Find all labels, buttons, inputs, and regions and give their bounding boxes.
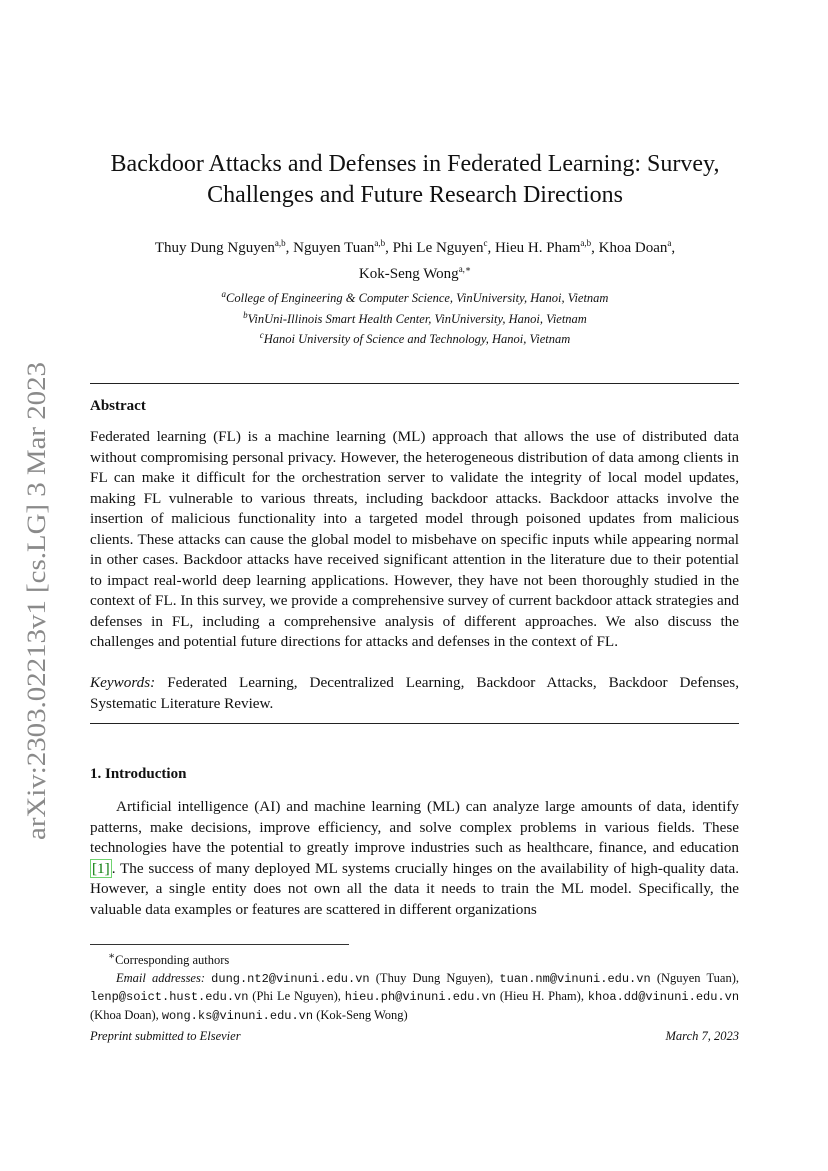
footnotes — [90, 948, 739, 1025]
introduction-paragraph: Artificial intelligence (AI) and machine learning (ML) can analyze large amounts of data, identify patterns, make decisions, improve efficiency, and solve complex problems in various fields. These technologies have the potential to greatly improve industries such as healthcare, finance, and education [1] . The success of many deployed ML systems crucially hinges on the availability of high-quality data. However, a single entity does not own all the data it needs to train the ML model. Specifically, the valuable data examples or features are scattered in different organizations — [90, 798, 739, 918]
email-label: Email addresses: — [116, 970, 206, 985]
preprint-note: Preprint submitted to Elsevier — [90, 1029, 241, 1043]
author: Phi Le Nguyen$^c$, — [392, 238, 495, 256]
abstract-top-rule — [90, 383, 739, 384]
title-line-2: Challenges and Future Research Directions — [207, 182, 623, 208]
affiliation: $^b$VinUni-Illinois Smart Health Center, VinUniversity, Hanoi, Vietnam — [243, 309, 587, 326]
affiliation-list — [90, 286, 740, 348]
footnote-corresponding: ∗Corresponding authors — [108, 951, 230, 968]
email-link[interactable]: khoa.dd@vinuni.edu.vn — [587, 990, 740, 1005]
paper-title — [90, 149, 740, 211]
author: Kok-Seng Wong$^{a,∗}$ — [358, 264, 472, 282]
title-line-1: Backdoor Attacks and Defenses in Federated Learning: Survey, — [110, 151, 720, 177]
citation-link[interactable]: [1] — [92, 859, 110, 877]
affiliation: $^c$Hanoi University of Science and Technology, Hanoi, Vietnam — [259, 330, 571, 347]
arxiv-stamp — [14, 360, 54, 840]
author-list — [90, 233, 740, 285]
author: Hieu H. Pham$^{a,b}$, — [494, 238, 599, 256]
abstract-heading: Abstract — [90, 398, 146, 414]
keywords-text: Federated Learning, Decentralized Learning, Backdoor Attacks, Backdoor Defenses, Systematic Literature Review. — [90, 674, 740, 712]
email-link[interactable]: dung.nt2@vinuni.edu.vn — [211, 971, 370, 986]
author: Khoa Doan$^a$, — [598, 238, 676, 256]
abstract-bottom-rule — [90, 723, 739, 724]
arxiv-id: arXiv:2303.02213v1 [cs.LG] 3 Mar 2023 — [22, 409, 51, 840]
footnote-emails: Email addresses: dung.nt2@vinuni.edu.vn (Thuy Dung Nguyen), tuan.nm@vinuni.edu.vn (Nguyen Tuan), lenp@soict.hust.edu.vn (Phi Le Nguyen), hieu.ph@vinuni.edu.vn (Hieu H. Pham), khoa.dd@vinuni.edu.vn (Khoa Doan), wong.ks@vinuni.edu.vn (Kok-Seng Wong) — [90, 970, 740, 1023]
email-link[interactable]: wong.ks@vinuni.edu.vn — [161, 1008, 314, 1023]
email-link[interactable]: tuan.nm@vinuni.edu.vn — [499, 971, 651, 986]
affiliation: $^a$College of Engineering & Computer Science, VinUniversity, Hanoi, Vietnam — [221, 289, 609, 306]
abstract-text: Federated learning (FL) is a machine learning (ML) approach that allows the use of distributed data without compromising personal privacy. However, the heterogeneous distribution of data among clients in FL can make it difficult for the orchestration server to validate the integrity of local model updates, making FL vulnerable to various threats, including backdoor attacks. Backdoor attacks involve the insertion of malicious functionality into a targeted model through poisoned updates from malicious clients. These attacks can cause the global model to misbehave on specific inputs while appearing normal in other cases. Backdoor attacks have received significant attention in the literature due to their potential to impact real-world deep learning applications. However, they have not been thoroughly studied in the context of FL. In this survey, we provide a comprehensive survey of current backdoor attack strategies and defenses in FL, including a comprehensive analysis of different approaches. We also discuss the challenges and potential future directions for attacks and defenses in the context of FL. — [90, 428, 739, 650]
email-link[interactable]: hieu.ph@vinuni.edu.vn — [344, 990, 496, 1005]
author: Thuy Dung Nguyen$^{a,b}$, — [154, 238, 294, 256]
author: Nguyen Tuan$^{a,b}$, — [293, 238, 393, 256]
arxiv-stamp-svg — [14, 360, 54, 840]
keywords-label: Keywords: — [90, 674, 156, 691]
footnote-rule — [90, 944, 349, 945]
keywords — [90, 673, 739, 714]
email-link[interactable]: lenp@soict.hust.edu.vn — [90, 990, 249, 1005]
section-heading-introduction: 1. Introduction — [90, 766, 187, 782]
date-note: March 7, 2023 — [665, 1029, 739, 1043]
